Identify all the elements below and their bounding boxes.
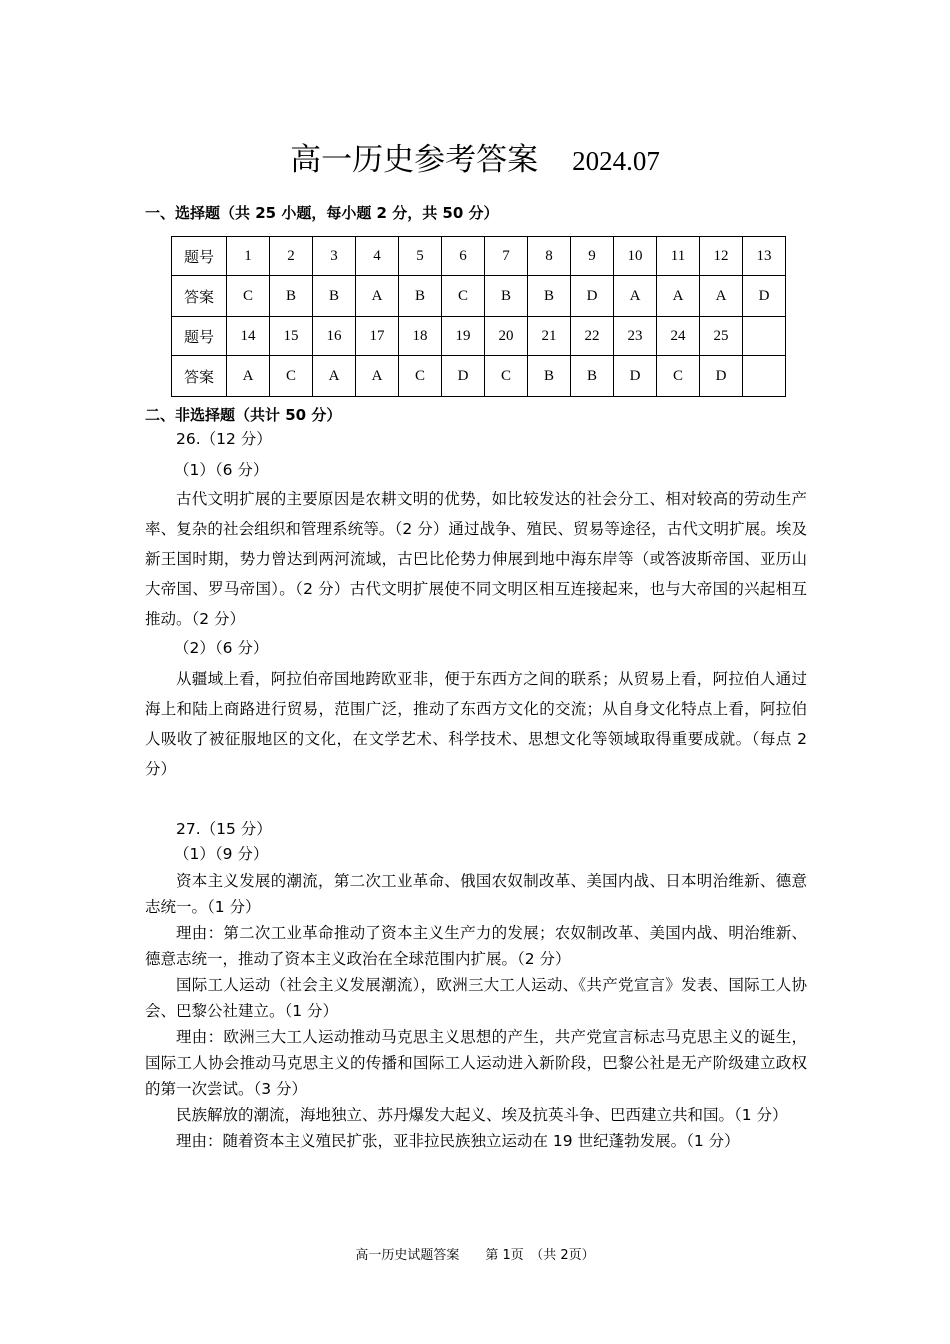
row-header: 题号 — [172, 237, 227, 276]
table-cell — [743, 317, 786, 356]
table-cell: 21 — [528, 317, 571, 356]
table-cell: C — [657, 356, 700, 397]
table-cell: 24 — [657, 317, 700, 356]
table-cell: B — [485, 276, 528, 317]
table-cell: 1 — [227, 237, 270, 276]
table-cell: 5 — [399, 237, 442, 276]
table-cell: 14 — [227, 317, 270, 356]
table-cell: A — [700, 276, 743, 317]
paragraph: 理由：欧洲三大工人运动推动马克思主义思想的产生，共产党宣言标志马克思主义的诞生，国际工人协会推动马克思主义的传播和国际工人运动进入新阶段，巴黎公社是无产阶级建立政权的第一次尝试。（3 分） — [145, 1028, 807, 1098]
table-cell: D — [571, 276, 614, 317]
table-cell: B — [528, 356, 571, 397]
table-cell: 9 — [571, 237, 614, 276]
table-cell: D — [442, 356, 485, 397]
paragraph: 理由：随着资本主义殖民扩张，亚非拉民族独立运动在 19 世纪蓬勃发展。（1 分） — [176, 1132, 740, 1150]
table-cell: 3 — [313, 237, 356, 276]
table-cell: C — [442, 276, 485, 317]
q27-part1-label: （1）（9 分） — [174, 845, 269, 863]
table-cell: 11 — [657, 237, 700, 276]
table-cell: 15 — [270, 317, 313, 356]
q26-label: 26.（12 分） — [176, 430, 272, 448]
title-text: 高一历史参考答案 — [290, 142, 539, 178]
table-cell: 22 — [571, 317, 614, 356]
table-cell: B — [313, 276, 356, 317]
page-footer: 高一历史试题答案 第 1页 （共 2页） — [355, 1248, 595, 1263]
table-cell: 4 — [356, 237, 399, 276]
title-date: 2024.07 — [572, 146, 660, 176]
table-cell: B — [528, 276, 571, 317]
table-row — [172, 317, 786, 356]
table-cell: 16 — [313, 317, 356, 356]
table-row — [172, 276, 786, 317]
row-header: 答案 — [172, 276, 227, 317]
paragraph: 从疆域上看，阿拉伯帝国地跨欧亚非，便于东西方之间的联系；从贸易上看，阿拉伯人通过海上和陆上商路进行贸易，范围广泛，推动了东西方文化的交流；从自身文化特点上看，阿拉伯人吸收了被征服地区的文化，在文学艺术、科学技术、思想文化等领域取得重要成就。（每点 2 分） — [145, 670, 807, 778]
table-cell: A — [356, 276, 399, 317]
table-cell: 6 — [442, 237, 485, 276]
table-cell: C — [270, 356, 313, 397]
paragraph: 国际工人运动（社会主义发展潮流），欧洲三大工人运动、《共产党宣言》发表、国际工人协会、巴黎公社建立。（1 分） — [145, 976, 807, 1020]
table-cell — [743, 356, 786, 397]
table-cell: A — [227, 356, 270, 397]
q26-part2-answer — [145, 664, 807, 784]
table-cell: 20 — [485, 317, 528, 356]
row-header: 题号 — [172, 317, 227, 356]
table-cell: 17 — [356, 317, 399, 356]
answer-table — [171, 236, 786, 397]
table-cell: 23 — [614, 317, 657, 356]
q27-part1-answer — [145, 868, 807, 1154]
table-cell: A — [657, 276, 700, 317]
section-2-heading: 二、非选择题（共计 50 分） — [145, 406, 342, 424]
table-cell: C — [399, 356, 442, 397]
page-title — [0, 138, 950, 183]
table-cell: C — [485, 356, 528, 397]
table-cell: D — [700, 356, 743, 397]
row-header: 答案 — [172, 356, 227, 397]
paragraph: 民族解放的潮流，海地独立、苏丹爆发大起义、埃及抗英斗争、巴西建立共和国。（1 分） — [176, 1106, 788, 1124]
q26-part1-answer — [145, 484, 807, 634]
table-cell: B — [399, 276, 442, 317]
table-cell: 12 — [700, 237, 743, 276]
table-cell: 18 — [399, 317, 442, 356]
q27-label: 27.（15 分） — [176, 820, 272, 838]
table-cell: A — [313, 356, 356, 397]
table-cell: A — [614, 276, 657, 317]
q26-part2-label: （2）（6 分） — [174, 639, 269, 657]
paragraph: 古代文明扩展的主要原因是农耕文明的优势，如比较发达的社会分工、相对较高的劳动生产率、复杂的社会组织和管理系统等。（2 分）通过战争、殖民、贸易等途径，古代文明扩展。埃及新王国时期，势力曾达到两河流域，古巴比伦势力伸展到地中海东岸等（或答波斯帝国、亚历山大帝国、罗马帝国）。（2 分）古代文明扩展使不同文明区相互连接起来，也与大帝国的兴起相互推动。（2 分） — [145, 490, 807, 628]
section-1-heading: 一、选择题（共 25 小题，每小题 2 分，共 50 分） — [145, 204, 499, 222]
q26-part1-label: （1）（6 分） — [174, 461, 269, 479]
table-row — [172, 356, 786, 397]
table-cell: D — [743, 276, 786, 317]
table-cell: 2 — [270, 237, 313, 276]
table-cell: 19 — [442, 317, 485, 356]
paragraph: 理由：第二次工业革命推动了资本主义生产力的发展；农奴制改革、美国内战、明治维新、德意志统一，推动了资本主义政治在全球范围内扩展。（2 分） — [145, 924, 807, 968]
table-row — [172, 237, 786, 276]
table-cell: 10 — [614, 237, 657, 276]
table-cell: B — [571, 356, 614, 397]
table-cell: 8 — [528, 237, 571, 276]
table-cell: 25 — [700, 317, 743, 356]
table-cell: A — [356, 356, 399, 397]
table-cell: 13 — [743, 237, 786, 276]
table-cell: 7 — [485, 237, 528, 276]
table-cell: B — [270, 276, 313, 317]
table-cell: C — [227, 276, 270, 317]
table-cell: D — [614, 356, 657, 397]
paragraph: 资本主义发展的潮流，第二次工业革命、俄国农奴制改革、美国内战、日本明治维新、德意志统一。（1 分） — [145, 872, 807, 916]
